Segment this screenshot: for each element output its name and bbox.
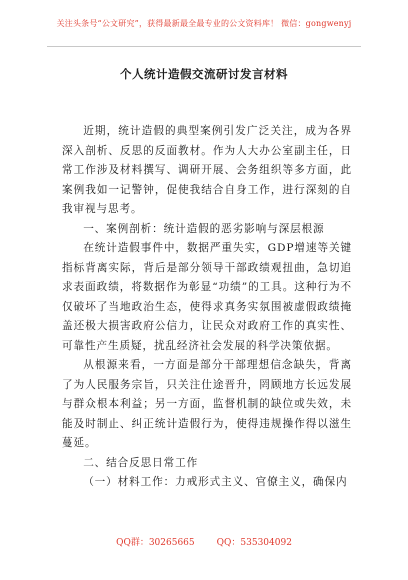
footer-qq-contact: QQ：535304092 — [216, 538, 292, 548]
document-body — [62, 122, 352, 493]
page-footer — [0, 535, 408, 548]
header-divider — [47, 46, 361, 47]
page-header-banner: 关注头条号“公文研究”，获得最新最全最专业的公文资料库！ 微信：gongwenyj — [56, 19, 352, 28]
paragraph-case-analysis: 在统计造假事件中，数据严重失实，GDP增速等关键指标背离实际，背后是部分领导干部政绩观扭曲，急切追求表面政绩，将数据作为彰显“功绩”的工具。这种行为不仅破坏了当地政治生态，使得求真务实氛围被虚假政绩掩盖还极大损害政府公信力，让民众对政府工作的真实性、可靠性产生质疑，扰乱经济社会发展的科学决策依据。 — [62, 242, 352, 352]
document-title: 个人统计造假交流研讨发言材料 — [120, 67, 288, 81]
subsection-heading-1: （一）材料工作：力戒形式主义、官僚主义，确保内 — [83, 476, 348, 488]
footer-qq-group: QQ群：30265665 — [116, 538, 195, 548]
section-heading-2: 二、结合反思日常工作 — [83, 456, 199, 469]
section-heading-1: 一、案例剖析：统计造假的恶劣影响与深层根源 — [83, 222, 325, 235]
paragraph-intro: 近期，统计造假的典型案例引发广泛关注，成为各界深入剖析、反思的反面教材。作为人大办公室副主任，日常工作涉及材料撰写、调研开展、会务组织等多方面，此案例我如一记警钟，促使我结合自身工作，进行深刻的自我审视与思考。 — [62, 125, 352, 215]
paragraph-root-causes: 从根源来看，一方面是部分干部理想信念缺失，背离了为人民服务宗旨，只关注仕途晋升，罔顾地方长远发展与群众根本利益；另一方面，监督机制的缺位或失效，未能及时制止、纠正统计造假行为，使得违规操作得以滋生蔓延。 — [62, 359, 352, 449]
